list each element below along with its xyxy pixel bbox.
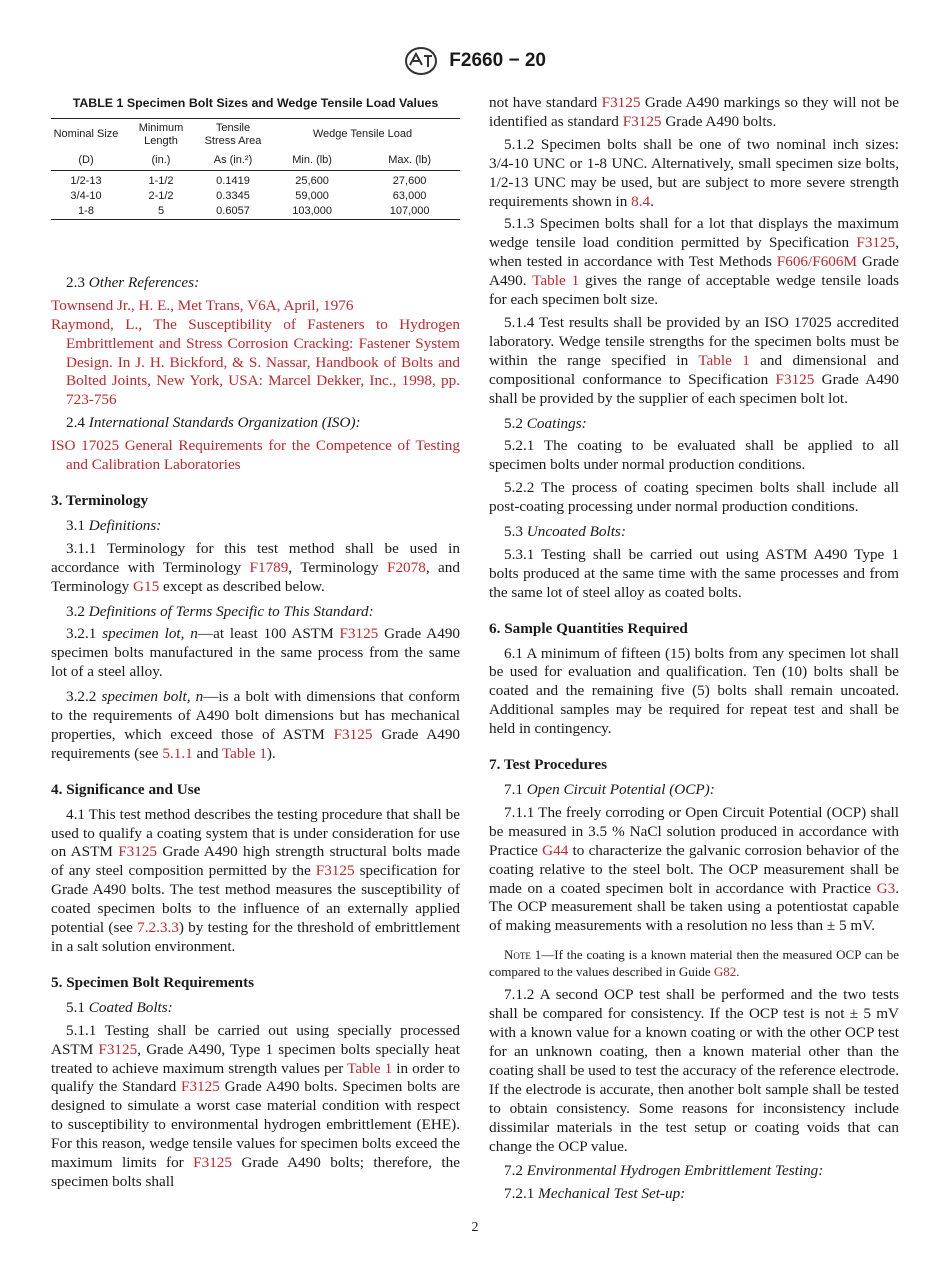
text: , Terminology — [288, 558, 387, 576]
heading-terminology: 3. Terminology — [51, 491, 149, 509]
iso-17025-link[interactable]: ISO 17025 — [51, 437, 120, 455]
ref-f3125-link[interactable]: F3125 — [181, 1078, 220, 1096]
text: Grade A490 markings so they will not be identified as standard — [489, 94, 899, 130]
ref-f3125-link[interactable]: F3125 — [193, 1154, 232, 1172]
term: specimen lot, n — [102, 625, 198, 643]
ref-f3125-link[interactable]: F3125 — [622, 112, 662, 130]
ref-f3125-link[interactable]: F3125 — [856, 234, 896, 252]
text: —If the coating is a known material then the measured OCP can be compared to the values described in Guide — [489, 947, 899, 980]
th-sub-d: (D) — [51, 151, 121, 171]
section-2-3 — [51, 274, 460, 293]
th-tensile-stress-area: Tensile Stress Area — [201, 118, 265, 151]
cell: 103,000 — [265, 204, 359, 220]
cell: 0.1419 — [216, 174, 250, 187]
cell: 1-8 — [51, 204, 121, 220]
text: Grade A490 bolts. — [661, 112, 777, 130]
ref-f3125-link[interactable]: F3125 — [118, 843, 158, 861]
right-column — [489, 94, 899, 1208]
cell: 1/2-13 — [70, 174, 102, 187]
ref-g82-link[interactable]: G82 — [713, 964, 737, 980]
section-title: International Standards Organization (ISO): — [88, 414, 361, 432]
section-3-1 — [51, 517, 460, 536]
th-sub-min: Min. (lb) — [265, 151, 359, 171]
para-3-2-2 — [51, 688, 460, 764]
note-1 — [489, 946, 899, 980]
text: 5.1.3 Specimen bolts shall for a lot that displays the maximum wedge tensile load condition permitted by Specification — [489, 215, 899, 252]
para-5-1-4 — [489, 314, 899, 409]
section-title: Mechanical Test Set-up: — [538, 1185, 686, 1203]
text: 3.2.1 — [66, 625, 103, 643]
text: ). — [266, 744, 276, 762]
left-column — [51, 94, 460, 1196]
ref-table-1-link[interactable]: Table 1 — [347, 1059, 393, 1077]
th-minimum-length: Minimum Length — [121, 118, 201, 151]
cell: 59,000 — [295, 189, 329, 202]
ref-g3-link[interactable]: G3 — [876, 879, 896, 897]
section-5-1 — [51, 999, 460, 1018]
text: 4.1 This test method describes the testing procedure that shall be used to qualify a coating system that is under consideration for use on ASTM — [51, 805, 460, 861]
text: —is a bolt with dimensions that conform to the requirements of A490 bolt dimensions but has mechanical properties, which exceed those of ASTM — [51, 688, 460, 743]
text: and dimensional and compositional conformance to Specification — [489, 351, 900, 388]
th-sub-in: (in.) — [121, 151, 201, 171]
specimen-bolt-table — [51, 118, 460, 220]
section-title: Other References: — [88, 273, 200, 291]
cell: 25,600 — [295, 174, 329, 187]
ref-7-2-3-3-link[interactable]: 7.2.3.3 — [137, 919, 179, 937]
section-7-2-1 — [489, 1185, 899, 1204]
ref-f3125-link[interactable]: F3125 — [339, 625, 379, 643]
ref-table-1-link[interactable]: Table 1 — [532, 272, 580, 290]
text: . The OCP measurement shall be taken using a potentiostat capable of making measurements with a resolution no less than ± 5 mV. — [489, 879, 899, 935]
cell: 27,600 — [392, 174, 427, 187]
section-number: 3.2 — [66, 602, 85, 620]
ref-g44-link[interactable]: G44 — [542, 841, 569, 859]
text: ) by testing for the threshold of embrittlement in a salt solution environment. — [51, 919, 461, 955]
para-5-3-1: 5.3.1 Testing shall be carried out using ASTM A490 Type 1 bolts produced at the same time with the same processes and from the same lot of steel alloy as coated bolts. — [489, 545, 899, 601]
reference-iso-17025 — [51, 437, 460, 475]
section-number: 7.2 — [504, 1162, 523, 1180]
document-designation: F2660 − 20 — [449, 50, 546, 71]
text: 5.1.1 Testing shall be carried out using specially processed ASTM — [51, 1021, 460, 1058]
th-sub-as: As (in.²) — [201, 151, 265, 171]
text: except as described below. — [159, 577, 325, 595]
ref-f606-link[interactable]: F606/F606M — [776, 253, 857, 271]
text: 3.2.2 — [66, 688, 102, 706]
cell: 0.3345 — [216, 189, 250, 202]
ref-f2078-link[interactable]: F2078 — [387, 558, 426, 576]
text: , when tested in accordance with Test Methods — [489, 234, 899, 271]
text: gives the range of acceptable wedge tensile loads for each specimen bolt size. — [489, 272, 900, 309]
section-number: 5.2 — [504, 414, 523, 432]
th-wedge-tensile-load: Wedge Tensile Load — [265, 118, 460, 151]
cell: 1-1/2 — [148, 174, 174, 187]
iso-17025-title[interactable]: General Requirements for the Competence of Testing and Calibration Laboratories — [66, 437, 460, 474]
text: —at least 100 ASTM — [197, 625, 340, 643]
table-caption: TABLE 1 Specimen Bolt Sizes and Wedge Tensile Load Values — [72, 96, 439, 110]
heading-sample-quantities: 6. Sample Quantities Required — [489, 619, 688, 637]
text: Grade A490 bolts; therefore, the specimen bolts shall — [51, 1154, 460, 1190]
text: 7.1.1 The freely corroding or Open Circuit Potential (OCP) shall be measured in 3.5 % NaCl solution produced in accordance with Practice — [489, 803, 899, 859]
section-5-2 — [489, 415, 899, 434]
ref-g15-link[interactable]: G15 — [133, 577, 160, 595]
ref-table-1-link[interactable]: Table 1 — [221, 744, 267, 762]
section-number: 2.3 — [66, 273, 85, 291]
reference-townsend[interactable]: Townsend Jr., H. E., Met Trans, V6A, April, 1976 — [51, 296, 354, 314]
text: 5.1.2 Specimen bolts shall be one of two nominal inch sizes: 3/4-10 UNC or 1-8 UNC. Alternatively, small specimen size bolts, 1/2-13 UNC may be used, but are subject to more severe strength requirements shown in — [489, 135, 899, 210]
text: to characterize the galvanic corrosion behavior of the coating relative to the steel bolt. The OCP measurement shall be made on a coated specimen bolt in accordance with Practice — [489, 841, 899, 897]
section-title: Definitions of Terms Specific to This Standard: — [88, 602, 374, 620]
cell: 63,000 — [392, 189, 427, 202]
para-6-1: 6.1 A minimum of fifteen (15) bolts from any specimen lot shall be used for evaluation and qualification. Ten (10) bolts shall be coated and the remaining five (5) bolts shall remain uncoated. Additional samples may be required for repeat test and shall be held in contingency. — [489, 644, 899, 738]
text: Grade A490 shall be provided by the supplier of each specimen bolt lot. — [489, 370, 900, 407]
section-7-2 — [489, 1162, 899, 1181]
ref-5-1-1-link[interactable]: 5.1.1 — [162, 744, 193, 762]
table-row — [51, 189, 460, 204]
section-number: 3.1 — [66, 516, 85, 534]
table-row — [51, 170, 460, 189]
section-title: Coated Bolts: — [88, 998, 173, 1016]
section-title: Definitions: — [88, 516, 162, 534]
heading-significance: 4. Significance and Use — [51, 780, 201, 798]
cell: 107,000 — [359, 204, 460, 220]
cell: 0.6057 — [201, 204, 265, 220]
ref-f3125-link[interactable]: F3125 — [601, 94, 641, 111]
ref-f3125-link[interactable]: F3125 — [775, 370, 815, 388]
ref-8-4-link[interactable]: 8.4 — [631, 192, 651, 210]
para-5-1-2 — [489, 136, 899, 212]
para-5-1-1 — [51, 1022, 460, 1192]
section-7-1 — [489, 781, 899, 800]
ref-f1789-link[interactable]: F1789 — [249, 558, 289, 576]
ref-f3125-link[interactable]: F3125 — [98, 1040, 138, 1058]
cell: 5 — [121, 204, 201, 220]
section-3-2 — [51, 603, 460, 622]
section-title: Uncoated Bolts: — [526, 523, 626, 541]
text: Grade A490 specimen bolts manufactured in the same process from the same lot of a steel alloy. — [51, 625, 461, 681]
section-number: 5.1 — [66, 998, 85, 1016]
page-header — [0, 46, 950, 76]
cell: 2-1/2 — [148, 189, 174, 202]
ref-f3125-link[interactable]: F3125 — [333, 725, 373, 743]
text: 5.1.4 Test results shall be provided by an ISO 17025 accredited laboratory. Wedge tensile strengths for the specimen bolts must be within the range specified in — [489, 313, 899, 369]
para-5-2-1: 5.2.1 The coating to be evaluated shall be applied to all specimen bolts under normal production conditions. — [489, 437, 899, 474]
para-7-1-1 — [489, 804, 899, 936]
th-sub-max: Max. (lb) — [359, 151, 460, 171]
section-number: 7.2.1 — [504, 1185, 535, 1203]
text: , and Terminology — [51, 558, 460, 595]
section-title: Open Circuit Potential (OCP): — [526, 781, 715, 798]
section-number: 5.3 — [504, 523, 523, 541]
section-title: Coatings: — [526, 414, 587, 432]
section-title: Environmental Hydrogen Embrittlement Testing: — [526, 1162, 824, 1180]
section-2-4 — [51, 414, 460, 433]
table-row — [51, 204, 460, 220]
th-nominal-size: Nominal Size — [51, 118, 121, 151]
para-3-2-1 — [51, 625, 460, 682]
text: . — [650, 192, 654, 210]
text: . — [736, 964, 740, 980]
text: 3.1.1 Terminology for this test method shall be used in accordance with Terminology — [51, 539, 460, 576]
para-3-1-1 — [51, 540, 460, 597]
section-5-3 — [489, 523, 899, 542]
text: specification for Grade A490 bolts. The test method measures the susceptibility of coated specimen bolts to the influence of an externally applied potential (see — [51, 862, 460, 937]
text: and — [192, 744, 222, 762]
text: , Grade A490, Type 1 specimen bolts specially heat treated to achieve maximum strength values per — [51, 1040, 460, 1077]
term: specimen bolt, n — [101, 688, 204, 706]
text: Grade A490 requirements (see — [51, 725, 461, 762]
para-7-1-2: 7.1.2 A second OCP test shall be performed and the two tests shall be compared for consistency. If the OCP test is not ± 5 mV with a known value for a known coating or with the other OCP test for an unknown coating, then a known material other than the coating shall be used to test the accuracy of the reference electrode. If the electrode is accurate, then another bolt sample shall be tested to obtain consistency. Some reasons for inconsistency include dissimilar materials in the test setup or coating voids that can change the OCP value. — [489, 986, 899, 1155]
heading-specimen-bolt: 5. Specimen Bolt Requirements — [51, 973, 255, 991]
cell: 3/4-10 — [70, 189, 102, 202]
text: Grade A490. — [489, 253, 899, 290]
para-5-1-3 — [489, 215, 899, 310]
section-number: 2.4 — [66, 414, 85, 432]
astm-logo-icon — [404, 46, 438, 76]
para-5-1-1-cont — [489, 94, 899, 132]
heading-test-procedures: 7. Test Procedures — [489, 756, 607, 774]
text: Grade A490 high strength structural bolts made of any steel composition permitted by the — [51, 843, 460, 880]
note-label: Note 1 — [504, 947, 542, 963]
page-number: 2 — [471, 1220, 479, 1235]
ref-f3125-link[interactable]: F3125 — [315, 862, 355, 880]
text: not have standard — [489, 94, 602, 111]
text: Grade A490 bolts. Specimen bolts are designed to simulate a worst case material condition with respect to susceptibility to environmental hydrogen embrittlement (EHE). For this reason, wedge tensile values for specimen bolts exceed the maximum limits for — [51, 1078, 461, 1172]
para-4-1 — [51, 806, 460, 957]
section-number: 7.1 — [504, 781, 523, 798]
text: in order to qualify the Standard — [51, 1059, 461, 1096]
para-5-2-2: 5.2.2 The process of coating specimen bolts shall include all post-coating processing under normal production conditions. — [489, 479, 899, 516]
ref-table-1-link[interactable]: Table 1 — [698, 351, 750, 369]
reference-raymond[interactable]: Raymond, L., The Susceptibility of Fasteners to Hydrogen Embrittlement and Stress Corrosion Cracking: Fastener System Design. In J. H. Bickford, & S. Nassar, Handbook of Bolts and Bolted Joints, New York, USA: Marcel Dekker, Inc., 1998, pp. 723-756 — [51, 315, 460, 409]
